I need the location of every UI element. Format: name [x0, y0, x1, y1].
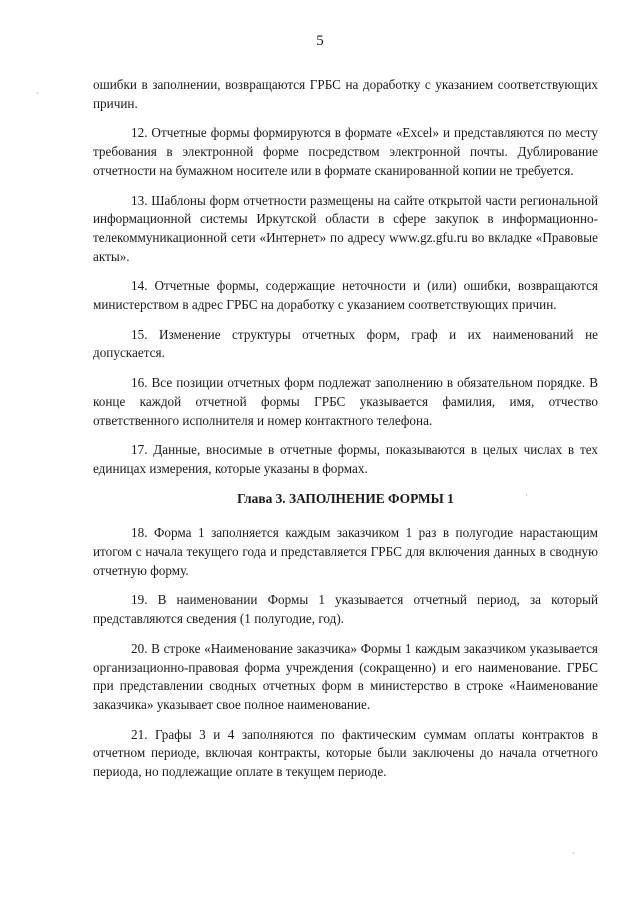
scan-speck: · [572, 848, 575, 858]
page-number: 5 [316, 33, 324, 49]
paragraph-21: 21. Графы 3 и 4 заполняются по фактическим суммам оплаты контрактов в отчетном периоде, включая контракты, которые были заключены до начала отчетного периода, но подлежащие оплате в текущем периоде. [93, 726, 598, 780]
chapter-heading: Глава 3. ЗАПОЛНЕНИЕ ФОРМЫ 1 [237, 490, 454, 506]
paragraph-14: 14. Отчетные формы, содержащие неточности и (или) ошибки, возвращаются министерством в адрес ГРБС на доработку с указанием соответствующих причин. [93, 278, 598, 313]
scan-speck: · [36, 88, 39, 98]
paragraph-continuation: ошибки в заполнении, возвращаются ГРБС на доработку с указанием соответствующих причин. [93, 77, 598, 111]
paragraph-15: 15. Изменение структуры отчетных форм, граф и их наименований не допускается. [93, 326, 598, 361]
paragraph-19: 19. В наименовании Формы 1 указывается отчетный период, за который представляются сведения (1 полугодие, год). [93, 592, 598, 627]
scan-speck: · [525, 490, 528, 500]
paragraph-12: 12. Отчетные формы формируются в формате «Excel» и представляются по месту требования в электронной форме посредством электронной почты. Дублирование отчетности на бумажном носителе или в формате сканированной копии не требуется. [93, 125, 598, 178]
paragraph-13: 13. Шаблоны форм отчетности размещены на сайте открытой части региональной информационной системы Иркутской области в сфере закупок в информационно-телекоммуникационной сети «Интернет» по адресу www.gz.gfu.ru во вкладке «Правовые акты». [93, 192, 598, 264]
document-body [93, 76, 598, 793]
paragraph-17: 17. Данные, вносимые в отчетные формы, показываются в целых числах в тех единицах измерения, которые указаны в формах. [93, 442, 598, 476]
paragraph-16: 16. Все позиции отчетных форм подлежат заполнению в обязательном порядке. В конце каждой отчетной формы ГРБС указывается фамилия, имя, отчество ответственного исполнителя и номер контактного телефона. [93, 375, 598, 428]
paragraph-20: 20. В строке «Наименование заказчика» Формы 1 каждым заказчиком указывается организационно-правовая форма учреждения (сокращенно) и его наименование. ГРБС при представлении сводных отчетных форм в министерство в строке «Наименование заказчика» указывает свое полное наименование. [93, 640, 598, 712]
paragraph-18: 18. Форма 1 заполняется каждым заказчиком 1 раз в полугодие нарастающим итогом с начала текущего года и представляется ГРБС для включения данных в сводную отчетную форму. [93, 525, 598, 578]
